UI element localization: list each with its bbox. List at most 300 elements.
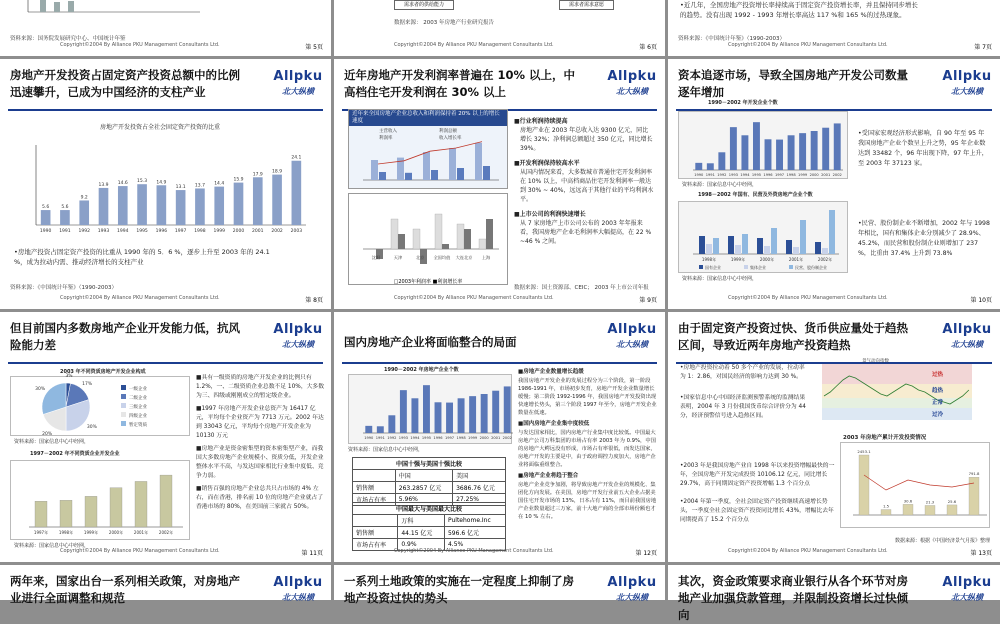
chart-title: 1990－2002 年房地产企业个数 bbox=[384, 367, 459, 373]
data-label: 24.1 bbox=[291, 155, 302, 161]
bar bbox=[442, 244, 449, 249]
slide-11 bbox=[0, 312, 331, 562]
data-label: 5.6 bbox=[61, 205, 69, 211]
profit-chart-panel bbox=[348, 109, 508, 189]
ownership-chart bbox=[678, 201, 848, 273]
slide-7 bbox=[668, 0, 1000, 56]
data-label: 15.9 bbox=[233, 177, 244, 183]
slide-title: 近年房地产开发利润率普遍在 10% 以上，中高档住宅开发利润在 30% 以上 bbox=[344, 68, 576, 99]
bar bbox=[214, 187, 224, 225]
tick-label: 2001 bbox=[821, 173, 831, 177]
zone-label: 正常 bbox=[932, 400, 944, 406]
slide-title: 但目前国内多数房地产企业开发能力低，抗风险能力差 bbox=[10, 321, 240, 352]
tick-label: 1992 bbox=[78, 229, 90, 234]
slide-title: 资本追逐市场，导致全国房地产开发公司数量逐年增加 bbox=[678, 68, 908, 99]
bar bbox=[486, 219, 493, 249]
zone-label: 过冷 bbox=[932, 412, 944, 418]
data-label: 21.3 bbox=[925, 499, 935, 505]
overheat-band bbox=[822, 364, 972, 384]
tick-label: 1992 bbox=[387, 436, 397, 440]
page-number: 第 11页 bbox=[301, 550, 323, 557]
chart-title: 1990－2002 年开发企业个数 bbox=[708, 100, 778, 106]
tick-label: 天津 bbox=[393, 255, 403, 260]
table-title: 中国最大与美国最大比较 bbox=[353, 503, 506, 515]
slide-6-footer: Copyright©2004 By Alliance PKU Management Consultants Ltd. 第 6页 bbox=[394, 42, 657, 51]
chart-title: 房地产开发投资占全社会固定资产投资的比重 bbox=[99, 124, 220, 131]
bar bbox=[160, 475, 172, 527]
bar bbox=[435, 402, 442, 433]
tick-label: 1995 bbox=[136, 229, 148, 234]
tick-label: 1994 bbox=[740, 173, 750, 177]
slide-8-footer: Copyright©2004 By Alliance PKU Management Consultants Ltd. 第 8页 bbox=[60, 295, 323, 304]
bullet-head: ■行业利润持续提高 bbox=[514, 118, 568, 125]
bar bbox=[742, 234, 748, 254]
slide-13 bbox=[668, 312, 1000, 562]
tick-label: 1999 bbox=[468, 436, 478, 440]
tick-label: 1996 bbox=[763, 173, 773, 177]
assets-bar-chart bbox=[10, 460, 190, 540]
tick-label: 2000 bbox=[809, 173, 819, 177]
allpku-logo: Allpku 北大纵横 bbox=[273, 575, 323, 602]
tick-label: 1990 bbox=[364, 436, 374, 440]
developer-count-chart bbox=[348, 374, 512, 444]
slide-9-bullets bbox=[514, 115, 654, 246]
data-label: 1.5 bbox=[882, 503, 890, 509]
bar bbox=[881, 510, 891, 515]
tick-label: 2001 bbox=[252, 229, 264, 234]
slide-title: 其次，资金政策要求商业银行从各个环节对房地产业加强贷款管理，并限制投资增长过快倾向 bbox=[678, 574, 908, 622]
slide-title: 两年来，国家出台一系列相关政策，对房地产业进行全面调整和规范 bbox=[10, 574, 240, 605]
cold-band bbox=[822, 408, 972, 420]
tick-label: 1990 bbox=[39, 229, 52, 234]
bar bbox=[793, 247, 799, 254]
table-title: 中国十强与美国十强比较 bbox=[353, 458, 506, 470]
slice-label: 30% bbox=[86, 424, 97, 430]
slide-9 bbox=[334, 59, 665, 309]
bar bbox=[771, 228, 777, 254]
tick-label: 1995 bbox=[421, 436, 432, 440]
table-row: 中国 美国 bbox=[353, 470, 506, 482]
slide-5 bbox=[0, 0, 331, 56]
bar bbox=[176, 190, 186, 225]
bar bbox=[423, 152, 430, 180]
tick-label: 1990 bbox=[694, 173, 704, 177]
bar bbox=[811, 131, 818, 170]
bar bbox=[479, 239, 486, 249]
bullet-body: 房地产业在 2003 年总收入达 9300 亿元，同比增长 32%；净利润总额超过 350 亿元，同比增长 39%。 bbox=[520, 127, 653, 152]
growth-line bbox=[864, 475, 974, 490]
bar bbox=[388, 415, 395, 433]
tick-label: 2002年 bbox=[817, 257, 833, 262]
chart-title: 近年来全国房地产企业总收入和利润保持着 20% 以上的增长速度 bbox=[349, 110, 507, 126]
legend-entry: 暂定资质 bbox=[129, 423, 147, 428]
allpku-logo: Allpku 北大纵横 bbox=[607, 322, 657, 349]
bar bbox=[431, 170, 438, 180]
tick-label: 1993 bbox=[97, 229, 110, 234]
tick-label: 2002年 bbox=[158, 530, 174, 535]
bar bbox=[253, 177, 263, 225]
slide-10-text-1: •受国家宏观经济形式影响，自 90 年至 95 年我国房地产企业个数呈上升之势，95 年企业数达到 33482 个，96 年出现下降，97 年上升，至 2003 年 37123 家。 bbox=[858, 130, 988, 167]
tick-label: 1998 bbox=[456, 436, 466, 440]
data-label: 13.7 bbox=[194, 183, 205, 189]
data-label: 18.9 bbox=[272, 169, 283, 175]
tick-label: 1999年 bbox=[730, 257, 746, 262]
chart-title: 2003 年不同资质房地产开发企业构成 bbox=[60, 369, 146, 375]
bar bbox=[728, 236, 734, 254]
bar bbox=[110, 488, 122, 527]
slide-title: 一系列土地政策的实施在一定程度上抑制了房地产投资过快的势头 bbox=[344, 574, 574, 605]
bar bbox=[753, 122, 760, 170]
bar bbox=[475, 143, 482, 180]
allpku-logo: Allpku 北大纵横 bbox=[273, 322, 323, 349]
tick-label: 1999年 bbox=[83, 530, 99, 535]
slide-15 bbox=[334, 565, 665, 605]
bar bbox=[457, 168, 464, 180]
bar bbox=[41, 210, 51, 225]
legend-swatch bbox=[121, 394, 126, 399]
chart-legend: □2003年利润率 ■利润增长率 bbox=[393, 279, 463, 285]
bar bbox=[713, 238, 719, 254]
bar bbox=[371, 160, 378, 180]
tick-label: 1997 bbox=[774, 173, 785, 177]
slide-7-footer: Copyright©2004 By Alliance PKU Management Consultants Ltd. 第 7页 bbox=[728, 42, 992, 51]
tick-label: 2000年 bbox=[108, 530, 124, 535]
bar bbox=[859, 455, 869, 515]
slide-7-source: 资料来源：《中国统计年鉴》（1990-2003） bbox=[678, 36, 785, 42]
data-label: 14.6 bbox=[117, 181, 128, 187]
tick-label: 2000年 bbox=[759, 257, 775, 262]
bar bbox=[757, 238, 763, 254]
bar bbox=[822, 248, 828, 254]
allpku-logo: Allpku 北大纵横 bbox=[942, 322, 992, 349]
slice-label: 3% bbox=[65, 374, 73, 380]
legend-entry: 民营、股份制企业 bbox=[795, 265, 827, 270]
slide-12 bbox=[334, 312, 665, 562]
bullet-body: 房地产企业竞争加剧，将导致房地产开发企业的规模化、集团化方向发展。在美国，房地产开发行业前五大企业占据美国住宅开发市场的 13%，日本占有 11%，而目前我国房地产企业数量超过三万家，前十大地产商的全部市场份额也才在 10 % 左右。 bbox=[518, 482, 657, 520]
bullet-head: ■房地产企业数量增长趋缓 bbox=[518, 369, 584, 375]
monetary-index-chart bbox=[812, 356, 992, 426]
bar bbox=[195, 188, 205, 225]
bullet: ■房地产业是资金密集型的资本密集型产业，而我国大多数房地产企业规模小、资质分低，开发企业整体水平不高，与发达国家相比行业集中度低、竞争力弱。 bbox=[196, 446, 324, 479]
data-label: 25.6 bbox=[947, 498, 957, 504]
bar bbox=[735, 245, 741, 254]
chart-source: 资料来源：国家信息中心中经网， bbox=[682, 182, 758, 188]
data-label: 2453.1 bbox=[857, 449, 871, 454]
qualification-pie-chart bbox=[10, 376, 190, 436]
tick-label: 1991 bbox=[375, 436, 385, 440]
page-number: 第 6页 bbox=[639, 44, 657, 51]
bar bbox=[815, 242, 821, 254]
bar bbox=[741, 135, 748, 170]
diagram-box: 需求者需求意愿 bbox=[559, 0, 614, 10]
slide-12-footer: Copyright©2004 By Alliance PKU Management Consultants Ltd. 第 12页 bbox=[394, 548, 657, 557]
bar bbox=[776, 140, 783, 170]
slide-14 bbox=[0, 565, 331, 605]
tick-label: 2000 bbox=[232, 229, 245, 234]
tick-label: 1993 bbox=[398, 436, 408, 440]
legend-swatch bbox=[789, 265, 793, 269]
slide-5-source: 资料来源：国务院发展研究中心、中国统计年鉴 bbox=[10, 36, 126, 42]
data-label: 17.9 bbox=[252, 172, 263, 178]
data-label: 14.9 bbox=[156, 180, 167, 186]
bar bbox=[377, 426, 384, 433]
data-label: 5.6 bbox=[42, 205, 50, 211]
slice-label: 20% bbox=[42, 431, 53, 437]
slide-9-source: 数据来源：国土资源部、CEIC； 2003 年上市公司年报 bbox=[514, 285, 649, 291]
bar bbox=[483, 166, 490, 180]
slide-8-text: •房地产投资占固定资产投资的比重从 1990 年的 5．6 %，逐步上升至 2003 年的 24.1 %，成为拉动内需、推动经济增长的支柱产业 bbox=[14, 248, 270, 266]
legend-swatch bbox=[121, 403, 126, 408]
chart-source: 资料来源：国家信息中心中经网， bbox=[14, 543, 90, 549]
bar bbox=[469, 396, 476, 433]
chart-source: 资料来源：国家信息中心中经网， bbox=[348, 447, 424, 453]
slide-5-footer: Copyright©2004 By Alliance PKU Management Consultants Ltd. 第 5页 bbox=[60, 42, 323, 51]
legend-entry: 二级企业 bbox=[129, 396, 147, 401]
allpku-logo: Allpku 北大纵横 bbox=[942, 575, 992, 602]
legend-swatch bbox=[121, 412, 126, 417]
slide-6-source: 数据来源： 2003 年房地产行业研究报告 bbox=[394, 20, 494, 26]
tick-label: 沈阳 bbox=[371, 255, 381, 260]
tick-label: 2001年 bbox=[788, 257, 804, 262]
legend-entry: 四级企业 bbox=[129, 414, 147, 419]
bar bbox=[481, 394, 488, 433]
bar bbox=[457, 224, 464, 249]
tick-label: 2002 bbox=[502, 436, 512, 440]
bar bbox=[947, 505, 957, 515]
bar bbox=[411, 398, 418, 433]
bar bbox=[765, 139, 772, 170]
page-number: 第 10页 bbox=[970, 297, 992, 304]
bar bbox=[504, 386, 511, 433]
page-number: 第 5页 bbox=[305, 44, 323, 51]
bar bbox=[135, 481, 147, 527]
tick-label: 2002 bbox=[271, 229, 283, 234]
bullet-body: 从 7 家房地产上市公司公布的 2003 年年报来看，我国房地产企业毛利润率大幅提高，在 22 % ~46 % 之间。 bbox=[520, 220, 652, 245]
allpku-logo: Allpku 北大纵横 bbox=[273, 69, 323, 96]
legend-entry: 收入增长率 bbox=[439, 136, 462, 141]
allpku-logo: Allpku 北大纵横 bbox=[607, 575, 657, 602]
investment-growth-chart bbox=[840, 442, 990, 528]
slide-12-bullets bbox=[518, 368, 658, 521]
bar bbox=[464, 229, 471, 249]
bar bbox=[379, 172, 386, 180]
slide-13-footer: Copyright©2004 By Alliance PKU Management Consultants Ltd. 第 13页 bbox=[728, 548, 992, 557]
legend-swatch bbox=[121, 421, 126, 426]
title-rule bbox=[8, 362, 323, 364]
chart-title: 1997－2002 年不同资质企业开发企业 bbox=[30, 451, 120, 457]
bar bbox=[400, 390, 407, 433]
bar bbox=[118, 186, 128, 225]
zone-label: 趋热 bbox=[932, 388, 944, 394]
bar bbox=[706, 244, 712, 254]
legend-entry: 一级企业 bbox=[129, 387, 147, 392]
allpku-logo: Allpku 北大纵横 bbox=[607, 69, 657, 96]
bar bbox=[85, 496, 97, 527]
city-profit-chart-panel bbox=[348, 193, 508, 285]
bar bbox=[99, 188, 109, 225]
tick-label: 1994 bbox=[410, 436, 420, 440]
bar bbox=[435, 214, 442, 249]
legend-swatch bbox=[699, 265, 703, 269]
bullet-head: ■开发利润保持较高水平 bbox=[514, 160, 580, 167]
slide-6 bbox=[334, 0, 665, 56]
tick-label: 1997 bbox=[444, 436, 455, 440]
bar bbox=[829, 210, 835, 254]
bar bbox=[423, 385, 430, 433]
bar bbox=[786, 240, 792, 254]
tick-label: 2002 bbox=[832, 173, 842, 177]
tick-label: 1994 bbox=[117, 229, 129, 234]
tick-label: 2003 bbox=[290, 229, 303, 234]
bullet: ■销售百强的房地产企业总共只占市场的 4% 左右，而在香港，排名前 10 位的房地产企业就占了香港市场的 80%，在美国前三家就占 50%。 bbox=[196, 486, 323, 510]
warm-band bbox=[822, 384, 972, 398]
normal-band bbox=[822, 398, 972, 408]
slice-label: 17% bbox=[82, 381, 93, 387]
bullet: ■具有一级资质的房地产开发企业的比例只有 1.2%，一、二级资质企业总数不足 10%，大多数为三、四级或刚刚成立的暂定级企业。 bbox=[196, 375, 325, 399]
bar bbox=[799, 133, 806, 170]
title-rule bbox=[342, 362, 657, 364]
china-us-largest-table bbox=[352, 502, 506, 551]
slide-7-text: •近几年，全国房地产投资增长率持续高于固定资产投资增长率，并且保持同步增长的趋势。没有出现 1992 - 1993 年增长率高达 117 %和 165 %的过热现象。 bbox=[680, 1, 918, 19]
title-rule bbox=[8, 109, 323, 111]
table-row: 销售额 263.2857 亿元 3686.76 亿元 bbox=[353, 482, 506, 494]
table-row: 万科 Pultehome.Inc bbox=[353, 515, 506, 527]
tick-label: 1991 bbox=[59, 229, 71, 234]
slide-10-text-2: •民营、股份制企业不断增加，2002 年与 1998 年相比，国有和集体企业分别减少了 28.9%、45.2%，而民营和股份制企业则增加了 237 %，比重由 37.4% 上升到 73.8% bbox=[858, 220, 990, 257]
bar bbox=[365, 426, 372, 433]
slice-label: 30% bbox=[35, 387, 46, 393]
investment-share-chart bbox=[14, 135, 314, 235]
bar bbox=[60, 500, 72, 527]
page-number: 第 9页 bbox=[639, 297, 657, 304]
tick-label: 1996 bbox=[433, 436, 443, 440]
slide-13-text-3: •2003 年是我国房地产业自 1998 年以来投资增幅最快的一年，全国房地产开发完成投资 10106.12 亿元，同比增长 29.7%，高于同期固定资产投资增幅 1.3 个百分点 bbox=[680, 463, 835, 487]
table-row: 销售额 44.15 亿元 596.6 亿元 bbox=[353, 527, 506, 539]
tick-label: 大连北京 bbox=[455, 255, 473, 260]
bar bbox=[60, 210, 70, 225]
tick-label: 2001 bbox=[491, 436, 501, 440]
bullet-head: ■国内房地产企业集中度较低 bbox=[518, 421, 590, 427]
revenue-profit-chart bbox=[349, 126, 507, 188]
page-number: 第 7页 bbox=[974, 44, 992, 51]
slide-11-bullets bbox=[196, 374, 324, 512]
bar bbox=[788, 135, 795, 170]
tick-label: 北京 bbox=[415, 255, 425, 260]
slide-5-chart-fragment bbox=[0, 0, 331, 24]
legend-entry: 景气动向指数 bbox=[862, 359, 889, 364]
bar bbox=[695, 163, 702, 170]
tick-label: 2000 bbox=[479, 436, 489, 440]
chart-title: 2003 年房地产累计开发投资情况 bbox=[843, 435, 927, 441]
bar bbox=[413, 229, 420, 249]
diagram-box: 需求者的供给能力 bbox=[394, 0, 454, 10]
tick-label: 1993 bbox=[728, 173, 738, 177]
bar bbox=[730, 127, 737, 170]
bullet-body: 我国房地产开发企业的发展过程分为三个阶段，第一阶段 1986-1991 年，市场初步发育，房地产开发企业数量增长缓慢；第二阶段 1992-1996 年，我国房地产开发投资出现快速增长势头，第三个阶段 1997 年至今，房地产开发企业数量在低速。 bbox=[518, 378, 657, 416]
chart-source: 资料来源：国家信息中心中经网， bbox=[682, 276, 758, 282]
tick-label: 1996 bbox=[155, 229, 168, 234]
tick-label: 1992 bbox=[717, 173, 727, 177]
slide-10 bbox=[668, 59, 1000, 309]
bar bbox=[764, 246, 770, 254]
slide-title: 由于固定资产投资过快、货币供应量处于趋热区间，导致近两年房地产投资趋热 bbox=[678, 321, 908, 352]
tick-label: 1991 bbox=[705, 173, 715, 177]
bar bbox=[449, 148, 456, 180]
bar bbox=[699, 236, 705, 254]
table-row: 市场占有率 0.9% 4.5% bbox=[353, 539, 506, 551]
tick-label: 1998年 bbox=[701, 257, 717, 262]
bar bbox=[446, 403, 453, 433]
bar bbox=[234, 183, 244, 225]
data-label: 30.6 bbox=[903, 498, 913, 504]
bar bbox=[718, 152, 725, 170]
bar bbox=[707, 163, 714, 170]
legend-entry: 国有企业 bbox=[705, 265, 721, 270]
slide-13-text-1: •房地产投资拉动着 50 多个产业的发展，拉动率为 1：2.86，对国民经济的影响力达到 30 %。 bbox=[680, 365, 805, 380]
bar bbox=[925, 505, 935, 515]
tick-label: 全国均值 bbox=[433, 255, 451, 260]
slide-8 bbox=[0, 59, 331, 309]
data-label: 13.9 bbox=[98, 182, 109, 188]
bar bbox=[834, 123, 841, 170]
tick-label: 1998 bbox=[786, 173, 796, 177]
developer-count-chart bbox=[678, 111, 848, 179]
tick-label: 1998 bbox=[194, 229, 206, 234]
slide-16 bbox=[668, 565, 1000, 622]
chart-source: 资料来源：国家信息中心中经网， bbox=[14, 439, 90, 445]
slide-title: 国内房地产企业将面临整合的局面 bbox=[344, 335, 517, 349]
bar bbox=[492, 391, 499, 433]
data-label: 13.1 bbox=[175, 185, 186, 191]
data-label: 791.8 bbox=[968, 471, 980, 477]
bullet: ■1997 年房地产开发企业总资产为 16417 亿元，平均每个企业资产为 7713 万元。2002 年达到 33043 亿元，平均每个房地产开发企业为 10130 万元 bbox=[196, 406, 324, 439]
legend-entry: 集体企业 bbox=[750, 265, 766, 270]
chart-source: 数据来源：根据《中国经济景气月报》整理 bbox=[894, 538, 990, 544]
page-number: 第 13页 bbox=[970, 550, 992, 557]
tick-label: 1995 bbox=[751, 173, 762, 177]
data-label: 9.2 bbox=[80, 195, 88, 201]
table-row: 市场占有率 5.96% 27.25% bbox=[353, 494, 506, 506]
slide-8-source: 资料来源：《中国统计年鉴》（1990-2003） bbox=[10, 285, 117, 291]
tick-label: 1997年 bbox=[33, 530, 49, 535]
china-us-top10-table bbox=[352, 457, 506, 506]
bar bbox=[405, 173, 412, 180]
bullet-head: ■上市公司的利润快速增长 bbox=[514, 211, 586, 218]
legend-entry: 主营收入 bbox=[379, 129, 397, 134]
tick-label: 1999 bbox=[213, 229, 225, 234]
bar bbox=[800, 220, 806, 254]
bullet-head: ■房地产企业将趋于整合 bbox=[518, 473, 579, 479]
slide-13-text-4: •2004 年第一季度，全社会固定资产投资继续高速增长势头，一季度全社会固定资产投资同比增长 43%，增幅比去年同期提高了 15.2 个百分点 bbox=[680, 499, 834, 523]
tick-label: 1998年 bbox=[58, 530, 74, 535]
bullet-body: 与发达国家相比，国内房地产行业集中度比较低。中国最大房地产公司万科集团的市场占有率 2003 年为 0.9%，中国的房地产大鳄远没有形成，市场占有率很低，而发达国家，房地产开发的主要是中，由于政府调控力度加大，房地产企业将面临重组整合。 bbox=[518, 430, 656, 468]
page-number: 第 8页 bbox=[305, 297, 323, 304]
legend-swatch bbox=[121, 385, 126, 390]
bar bbox=[391, 219, 398, 249]
bar bbox=[398, 234, 405, 249]
data-label: 14.4 bbox=[214, 181, 225, 187]
legend-swatch bbox=[744, 265, 748, 269]
tick-label: 1999 bbox=[798, 173, 808, 177]
slide-11-footer: Copyright©2004 By Alliance PKU Management Consultants Ltd. 第 11页 bbox=[60, 548, 323, 557]
bar bbox=[157, 185, 167, 225]
slide-title: 房地产开发投资占固定资产投资总额中的比例迅速攀升，已成为中国经济的支柱产业 bbox=[10, 68, 240, 99]
legend-entry: 利润率 bbox=[379, 136, 393, 141]
legend-entry: 三级企业 bbox=[129, 405, 147, 410]
slide-13-text-2: •国家信息中心中国经济监测预警系统的监测结果表明，2004 年 3 月份我国货币综合评价分为 44 分，经济预警信号进入趋热区间。 bbox=[680, 395, 806, 419]
bar bbox=[458, 398, 465, 433]
data-label: 15.3 bbox=[137, 179, 148, 185]
